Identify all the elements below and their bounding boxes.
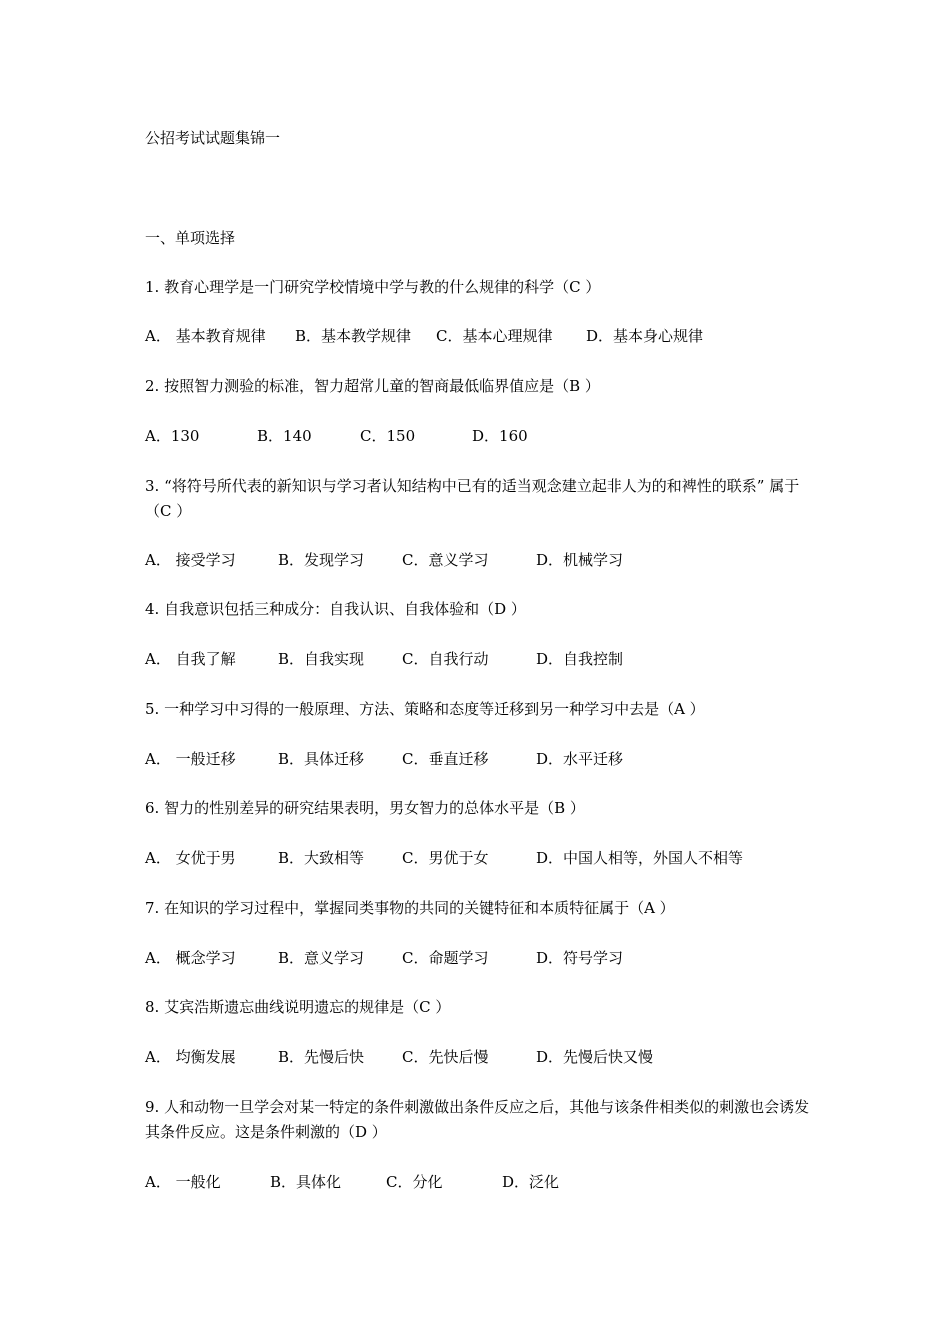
option-c: C．150 (360, 427, 416, 445)
option-b: B．先慢后快 (278, 1048, 365, 1066)
option-d: D．160 (472, 427, 528, 445)
option-c: C．分化 (386, 1173, 443, 1191)
option-c: C．男优于女 (402, 849, 489, 867)
option-b: B．大致相等 (278, 849, 365, 867)
question-stem: 4. 自我意识包括三种成分：自我认识、自我体验和（D ） (145, 600, 526, 618)
option-c: C．先快后慢 (402, 1048, 489, 1066)
option-b: B．发现学习 (278, 551, 365, 569)
question-stem: 9. 人和动物一旦学会对某一特定的条件刺激做出条件反应之后，其他与该条件相类似的刺激也会诱发其条件反应。这是条件刺激的（D ） (145, 1098, 810, 1141)
option-d: D．泛化 (502, 1173, 560, 1191)
question-stem: 8. 艾宾浩斯遗忘曲线说明遗忘的规律是（C ） (145, 998, 451, 1016)
question-stem: 6. 智力的性别差异的研究结果表明，男女智力的总体水平是（B ） (145, 799, 585, 817)
option-b: B．自我实现 (278, 650, 365, 668)
option-a: A．130 (145, 427, 200, 445)
option-c: C．垂直迁移 (402, 750, 489, 768)
option-c: C．自我行动 (402, 650, 489, 668)
option-a: A． 女优于男 (145, 849, 236, 867)
option-d: D．中国人相等，外国人不相等 (536, 849, 744, 867)
option-d: D．符号学习 (536, 949, 624, 967)
question-stem: 1. 教育心理学是一门研究学校情境中学与教的什么规律的科学（C ） (145, 278, 601, 296)
question-stem: 5. 一种学习中习得的一般原理、方法、策略和态度等迁移到另一种学习中去是（A ） (145, 700, 705, 718)
option-d: D．水平迁移 (536, 750, 624, 768)
document-title: 公招考试试题集锦一 (145, 129, 281, 147)
option-d: D．自我控制 (536, 650, 624, 668)
option-a: A． 接受学习 (145, 551, 236, 569)
option-a: A． 自我了解 (145, 650, 236, 668)
option-d: D．机械学习 (536, 551, 624, 569)
option-a: A． 均衡发展 (145, 1048, 236, 1066)
question-stem: 2. 按照智力测验的标准，智力超常儿童的智商最低临界值应是（B ） (145, 377, 600, 395)
option-c: C．意义学习 (402, 551, 489, 569)
option-d: D．基本身心规律 (586, 327, 704, 345)
question-stem: 7. 在知识的学习过程中，掌握同类事物的共同的关键特征和本质特征属于（A ） (145, 899, 675, 917)
section-heading: 一、单项选择 (145, 229, 236, 247)
option-a: A． 一般化 (145, 1173, 221, 1191)
option-b: B．意义学习 (278, 949, 365, 967)
option-b: B．基本教学规律 (295, 327, 412, 345)
option-a: A． 一般迁移 (145, 750, 236, 768)
option-c: C．命题学习 (402, 949, 489, 967)
option-a: A． 概念学习 (145, 949, 236, 967)
question-stem: 3. “将符号所代表的新知识与学习者认知结构中已有的适当观念建立起非人为的和裨性的联系” 属于（C ） (145, 477, 800, 520)
option-d: D．先慢后快又慢 (536, 1048, 654, 1066)
option-b: B．具体化 (270, 1173, 342, 1191)
option-b: B．具体迁移 (278, 750, 365, 768)
option-a: A． 基本教育规律 (145, 327, 266, 345)
option-b: B．140 (257, 427, 312, 445)
option-c: C．基本心理规律 (436, 327, 553, 345)
